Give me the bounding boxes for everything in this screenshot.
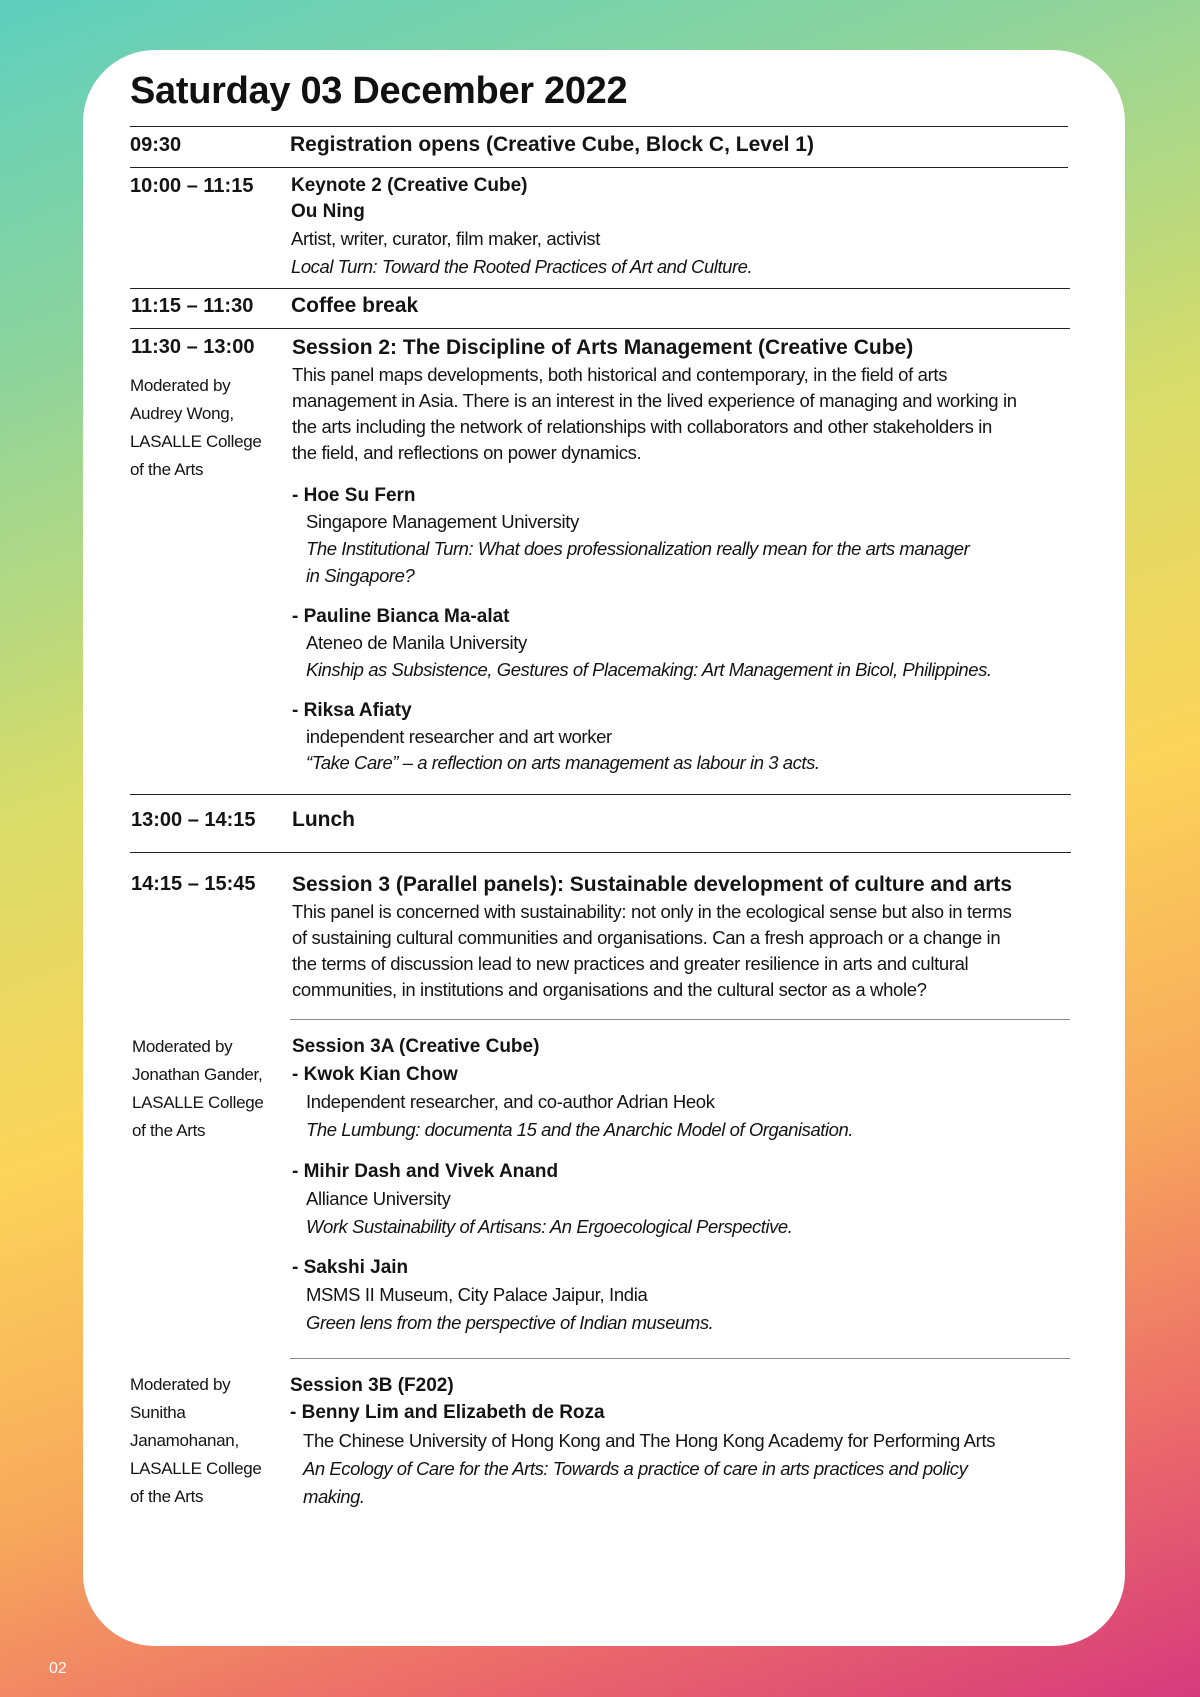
- speaker-talk: An Ecology of Care for the Arts: Towards a practice of care in arts practices and policy: [303, 1458, 968, 1479]
- divider: [130, 288, 1070, 289]
- speaker-talk: making.: [303, 1486, 365, 1507]
- speaker-affiliation: Ateneo de Manila University: [306, 632, 527, 653]
- speaker-talk: The Lumbung: documenta 15 and the Anarchic Model of Organisation.: [306, 1119, 854, 1140]
- keynote-time: 10:00 – 11:15: [130, 175, 254, 197]
- session2-time: 11:30 – 13:00: [131, 336, 255, 358]
- speaker-name: - Sakshi Jain: [292, 1257, 409, 1278]
- keynote-talk: Local Turn: Toward the Rooted Practices of Art and Culture.: [291, 256, 753, 277]
- divider: [290, 1019, 1070, 1020]
- session3b-moderator: LASALLE College: [130, 1459, 262, 1478]
- session3a-moderator: Moderated by: [132, 1037, 233, 1056]
- session2-description: management in Asia. There is an interest in the lived experience of managing and working in: [292, 390, 1017, 411]
- session2-description: This panel maps developments, both historical and contemporary, in the field of arts: [292, 364, 948, 385]
- session3b-moderator: Moderated by: [130, 1375, 231, 1394]
- keynote-speaker: Ou Ning: [291, 201, 365, 222]
- speaker-talk: “Take Care” – a reflection on arts management as labour in 3 acts.: [306, 752, 820, 773]
- session3-description: This panel is concerned with sustainability: not only in the ecological sense but also in terms: [292, 901, 1012, 922]
- divider: [130, 794, 1071, 795]
- session3-title: Session 3 (Parallel panels): Sustainable development of culture and arts: [292, 873, 1013, 896]
- page-number: 02: [49, 1660, 67, 1677]
- speaker-talk: Work Sustainability of Artisans: An Ergoecological Perspective.: [306, 1216, 793, 1237]
- session3b-moderator: Sunitha: [130, 1403, 186, 1422]
- session2-description: the field, and reflections on power dynamics.: [292, 442, 642, 463]
- speaker-name: - Benny Lim and Elizabeth de Roza: [290, 1402, 605, 1423]
- speaker-name: - Pauline Bianca Ma-alat: [292, 606, 510, 627]
- speaker-name: - Kwok Kian Chow: [292, 1064, 458, 1085]
- speaker-affiliation: Singapore Management University: [306, 511, 579, 532]
- speaker-name: - Riksa Afiaty: [292, 700, 412, 721]
- session3b-moderator: Janamohanan,: [130, 1431, 239, 1450]
- session3a-title: Session 3A (Creative Cube): [292, 1036, 540, 1057]
- session3b-title: Session 3B (F202): [290, 1375, 454, 1396]
- session3b-moderator: of the Arts: [130, 1487, 204, 1506]
- session2-moderator: of the Arts: [130, 460, 204, 479]
- session2-title: Session 2: The Discipline of Arts Management (Creative Cube): [292, 336, 914, 359]
- session3-description: the terms of discussion lead to new practices and greater resilience in arts and cultural: [292, 953, 969, 974]
- speaker-talk: in Singapore?: [306, 565, 415, 586]
- session2-moderator: Audrey Wong,: [130, 404, 234, 423]
- keynote-title: Keynote 2 (Creative Cube): [291, 175, 528, 196]
- speaker-name: - Mihir Dash and Vivek Anand: [292, 1161, 559, 1182]
- divider: [130, 852, 1071, 853]
- divider: [130, 167, 1068, 168]
- lunch-time: 13:00 – 14:15: [131, 809, 256, 831]
- speaker-talk: The Institutional Turn: What does professionalization really mean for the arts manager: [306, 538, 970, 559]
- session3-time: 14:15 – 15:45: [131, 873, 256, 895]
- divider: [290, 1358, 1070, 1359]
- session3a-moderator: of the Arts: [132, 1121, 206, 1140]
- registration-title: Registration opens (Creative Cube, Block C, Level 1): [290, 133, 814, 156]
- speaker-affiliation: The Chinese University of Hong Kong and The Hong Kong Academy for Performing Arts: [303, 1430, 996, 1451]
- session2-description: the arts including the network of relationships with collaborators and other stakeholders in: [292, 416, 992, 437]
- divider: [130, 126, 1068, 127]
- speaker-affiliation: Alliance University: [306, 1188, 451, 1209]
- keynote-role: Artist, writer, curator, film maker, activist: [291, 228, 601, 249]
- session3a-moderator: Jonathan Gander,: [132, 1065, 263, 1084]
- coffee-title: Coffee break: [291, 294, 419, 317]
- divider: [130, 328, 1070, 329]
- session3-description: communities, in institutions and organisations and the cultural sector as a whole?: [292, 979, 927, 1000]
- lunch-title: Lunch: [292, 808, 355, 831]
- speaker-name: - Hoe Su Fern: [292, 485, 416, 506]
- session2-moderator: Moderated by: [130, 376, 231, 395]
- session3a-moderator: LASALLE College: [132, 1093, 264, 1112]
- speaker-affiliation: MSMS II Museum, City Palace Jaipur, India: [306, 1284, 648, 1305]
- speaker-affiliation: independent researcher and art worker: [306, 726, 612, 747]
- session2-moderator: LASALLE College: [130, 432, 262, 451]
- coffee-time: 11:15 – 11:30: [131, 295, 254, 317]
- speaker-talk: Kinship as Subsistence, Gestures of Placemaking: Art Management in Bicol, Philippines.: [306, 659, 992, 680]
- session3-description: of sustaining cultural communities and organisations. Can a fresh approach or a change in: [292, 927, 1001, 948]
- speaker-affiliation: Independent researcher, and co-author Adrian Heok: [306, 1091, 715, 1112]
- page-title: Saturday 03 December 2022: [130, 70, 628, 112]
- registration-time: 09:30: [130, 134, 182, 156]
- speaker-talk: Green lens from the perspective of Indian museums.: [306, 1312, 714, 1333]
